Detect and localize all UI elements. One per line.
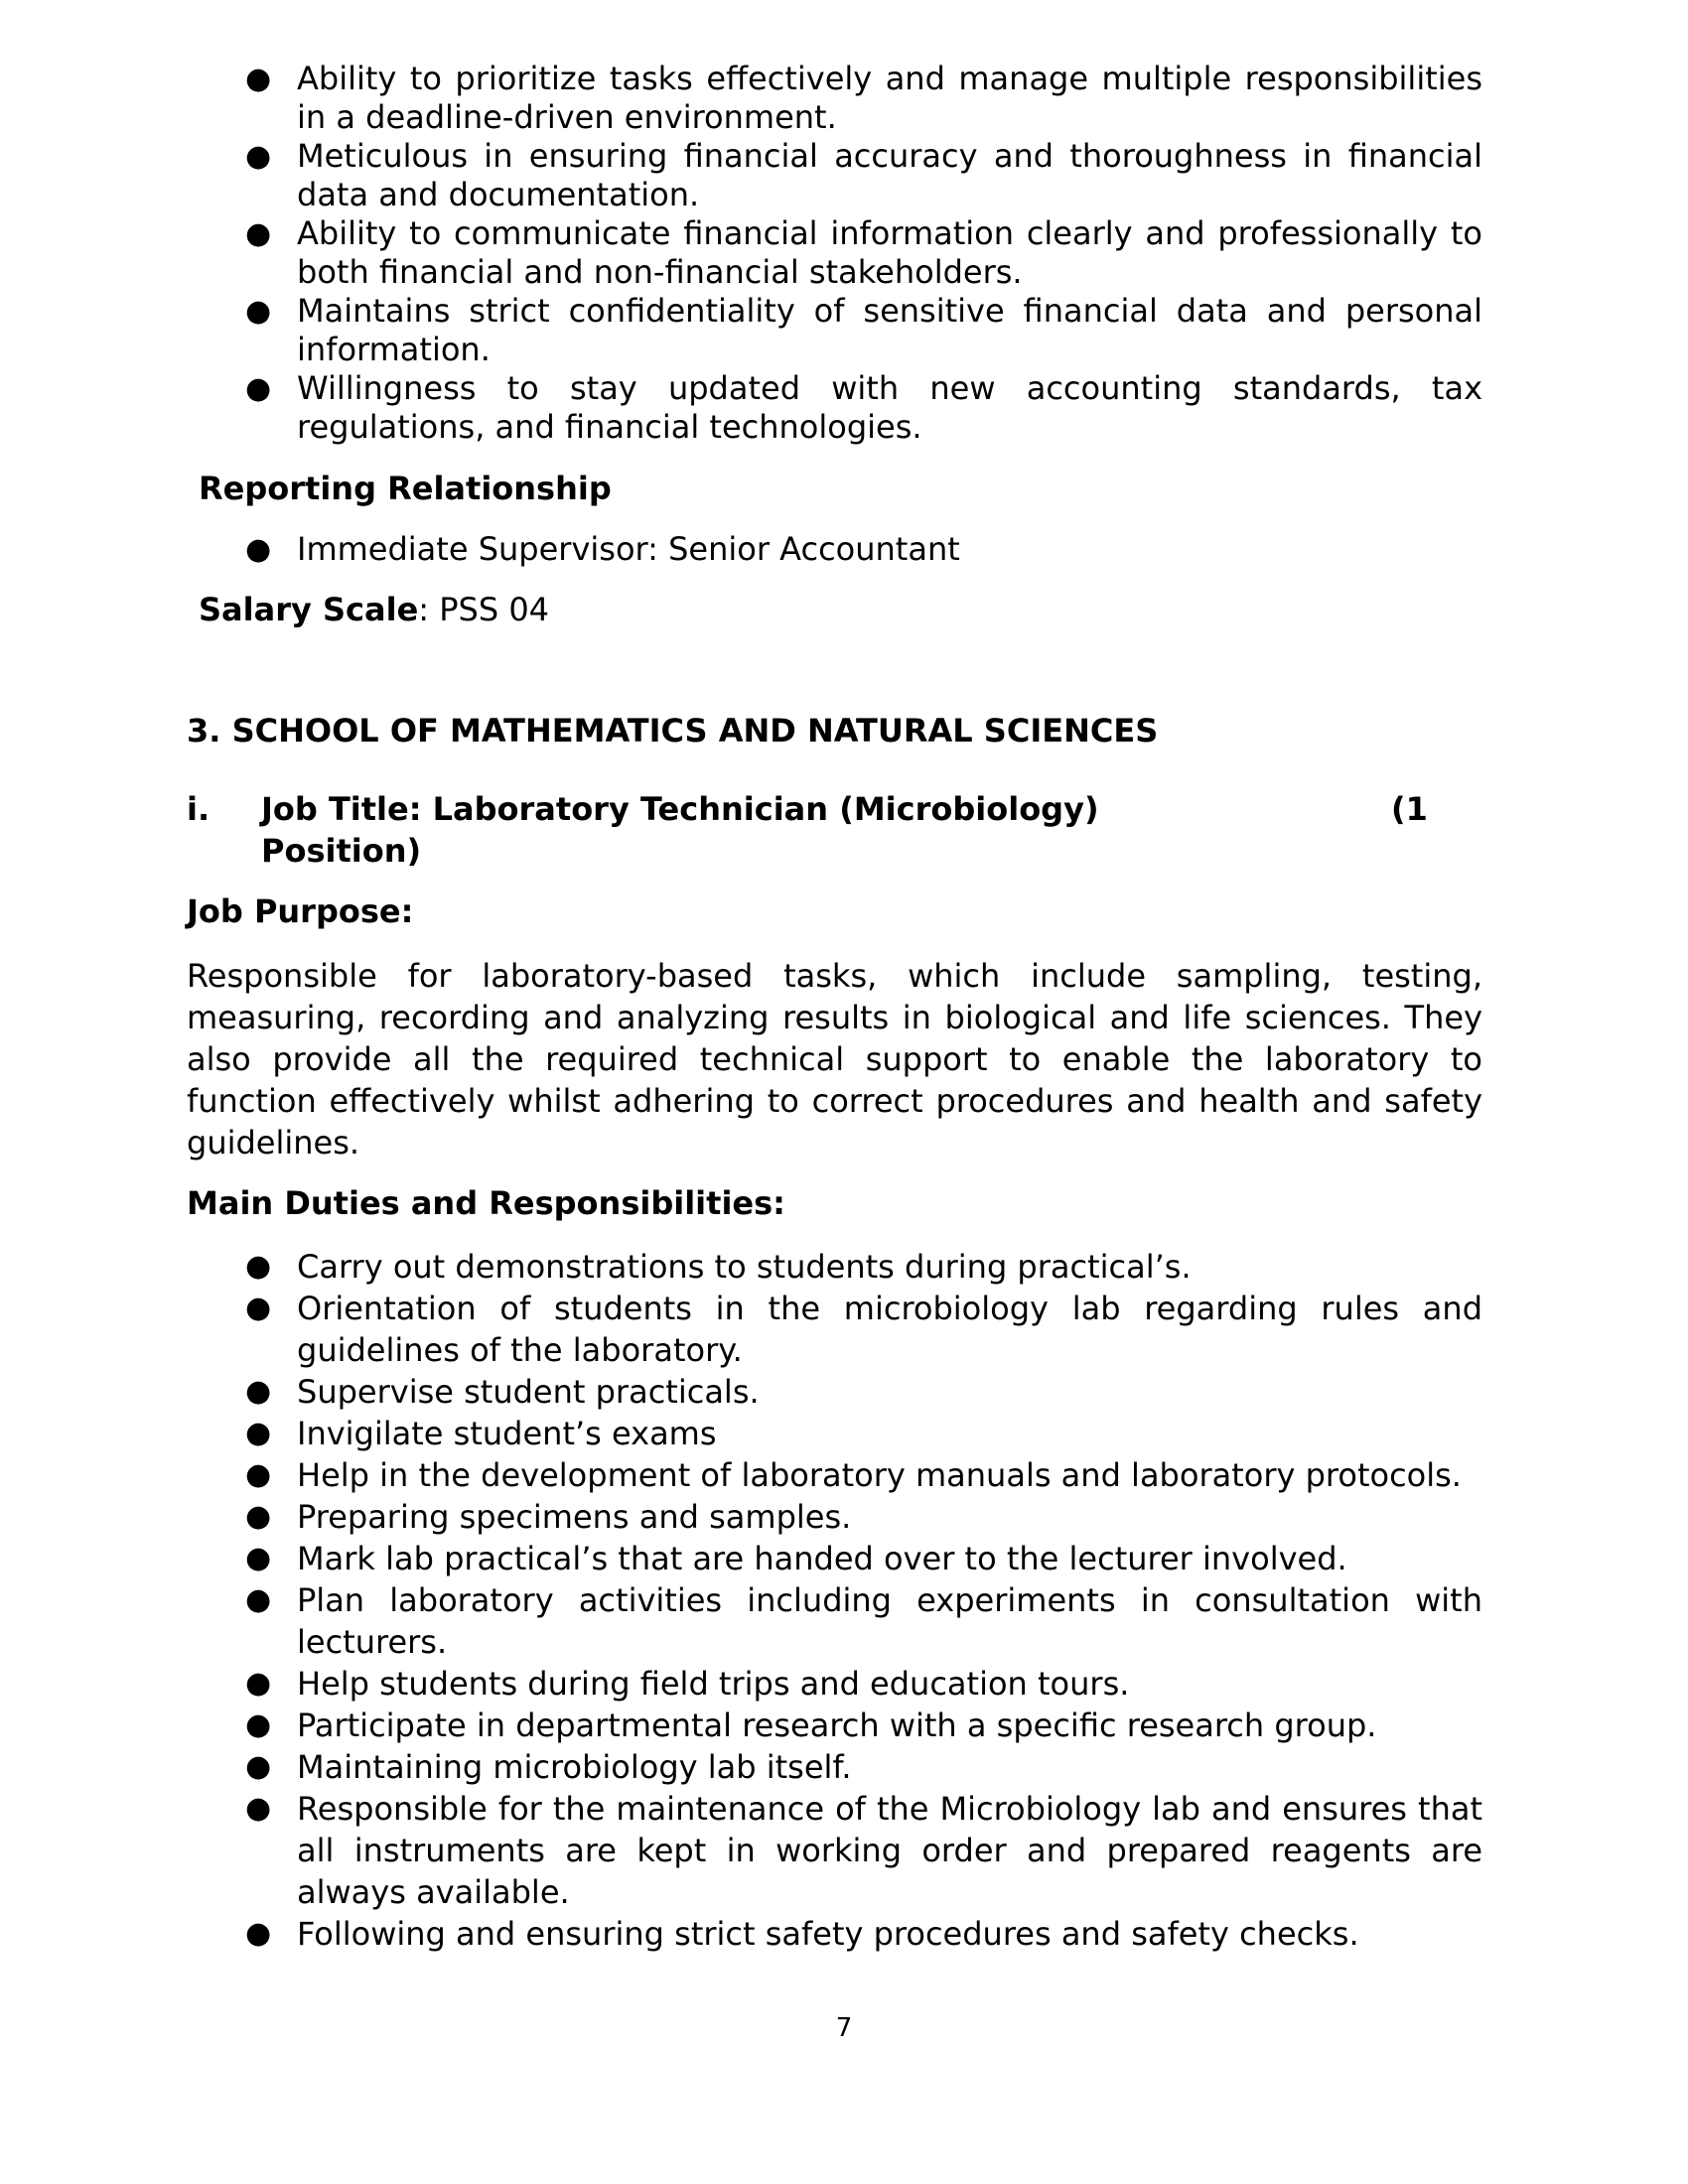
reporting-heading: Reporting Relationship: [199, 470, 612, 507]
list-item: ● Maintains strict confidentiality of sensitive financial data and personal information.: [245, 292, 1482, 368]
job-purpose-heading: Job Purpose:: [187, 892, 414, 930]
reporting-list: [245, 530, 1482, 569]
job-purpose-text: Responsible for laboratory-based tasks, which include sampling, testing, measuring, recording and analyzing results in biological and life sciences. They also provide all the required technical support to enable the laboratory to function effectively whilst adhering to correct procedures and health and safety guidelines.: [187, 957, 1482, 1161]
job-number: i.: [187, 790, 211, 828]
bullet-icon: ●: [245, 294, 272, 329]
skills-list: [245, 60, 1482, 447]
bullet-icon: ●: [245, 1374, 272, 1409]
list-item: ● Maintaining microbiology lab itself.: [245, 1748, 852, 1786]
list-item: ● Participate in departmental research with a specific research group.: [245, 1706, 1377, 1744]
job-title-text: Job Title: Laboratory Technician (Microbiology): [261, 790, 1099, 828]
bullet-icon: ●: [245, 1791, 272, 1826]
list-item: ● Orientation of students in the microbiology lab regarding rules and guidelines of the laboratory.: [245, 1290, 1482, 1369]
bullet-icon: ●: [245, 532, 272, 567]
positions-label: Position): [261, 832, 422, 870]
salary-scale: [199, 590, 549, 629]
bullet-icon: ●: [245, 1541, 272, 1575]
salary-label: Salary Scale: [199, 591, 419, 628]
list-item: ● Following and ensuring strict safety procedures and safety checks.: [245, 1915, 1359, 1953]
list-item: ● Meticulous in ensuring financial accuracy and thoroughness in financial data and documentation.: [245, 137, 1482, 213]
bullet-icon: ●: [245, 1499, 272, 1534]
bullet-icon: ●: [245, 1291, 272, 1325]
bullet-icon: ●: [245, 1749, 272, 1784]
bullet-icon: ●: [245, 62, 272, 96]
list-item: ● Ability to prioritize tasks effectively and manage multiple responsibilities in a deadline-driven environment.: [245, 60, 1482, 136]
bullet-icon: ●: [245, 1582, 272, 1617]
duties-list: [245, 1246, 1482, 1955]
salary-value: : PSS 04: [418, 591, 550, 628]
bullet-icon: ●: [245, 1249, 272, 1284]
bullet-icon: ●: [245, 371, 272, 406]
list-item: ● Supervise student practicals.: [245, 1373, 760, 1411]
bullet-icon: ●: [245, 1416, 272, 1450]
list-item: ● Carry out demonstrations to students during practical’s.: [245, 1248, 1192, 1286]
list-item: ● Help students during field trips and education tours.: [245, 1665, 1130, 1703]
list-item: ● Invigilate student’s exams: [245, 1415, 717, 1452]
duties-heading: Main Duties and Responsibilities:: [187, 1184, 785, 1222]
bullet-icon: ●: [245, 1916, 272, 1951]
bullet-icon: ●: [245, 139, 272, 174]
bullet-icon: ●: [245, 1666, 272, 1701]
bullet-icon: ●: [245, 1457, 272, 1492]
section-heading: 3. SCHOOL OF MATHEMATICS AND NATURAL SCIENCES: [187, 712, 1159, 750]
list-item: ● Willingness to stay updated with new accounting standards, tax regulations, and financial technologies.: [245, 369, 1482, 446]
list-item: ● Mark lab practical’s that are handed over to the lecturer involved.: [245, 1540, 1347, 1577]
list-item: ● Preparing specimens and samples.: [245, 1498, 852, 1536]
list-item: ● Plan laboratory activities including experiments in consultation with lecturers.: [245, 1581, 1482, 1661]
list-item: ● Responsible for the maintenance of the Microbiology lab and ensures that all instruments are kept in working order and prepared reagents are always available.: [245, 1790, 1482, 1911]
list-item: ● Help in the development of laboratory manuals and laboratory protocols.: [245, 1456, 1462, 1494]
list-item: ● Ability to communicate financial information clearly and professionally to both financial and non-financial stakeholders.: [245, 214, 1482, 291]
bullet-icon: ●: [245, 216, 272, 251]
list-item: ● Immediate Supervisor: Senior Accountant: [245, 530, 960, 568]
page-number: 7: [835, 2013, 853, 2043]
positions-count: (1: [1391, 790, 1428, 828]
bullet-icon: ●: [245, 1707, 272, 1742]
